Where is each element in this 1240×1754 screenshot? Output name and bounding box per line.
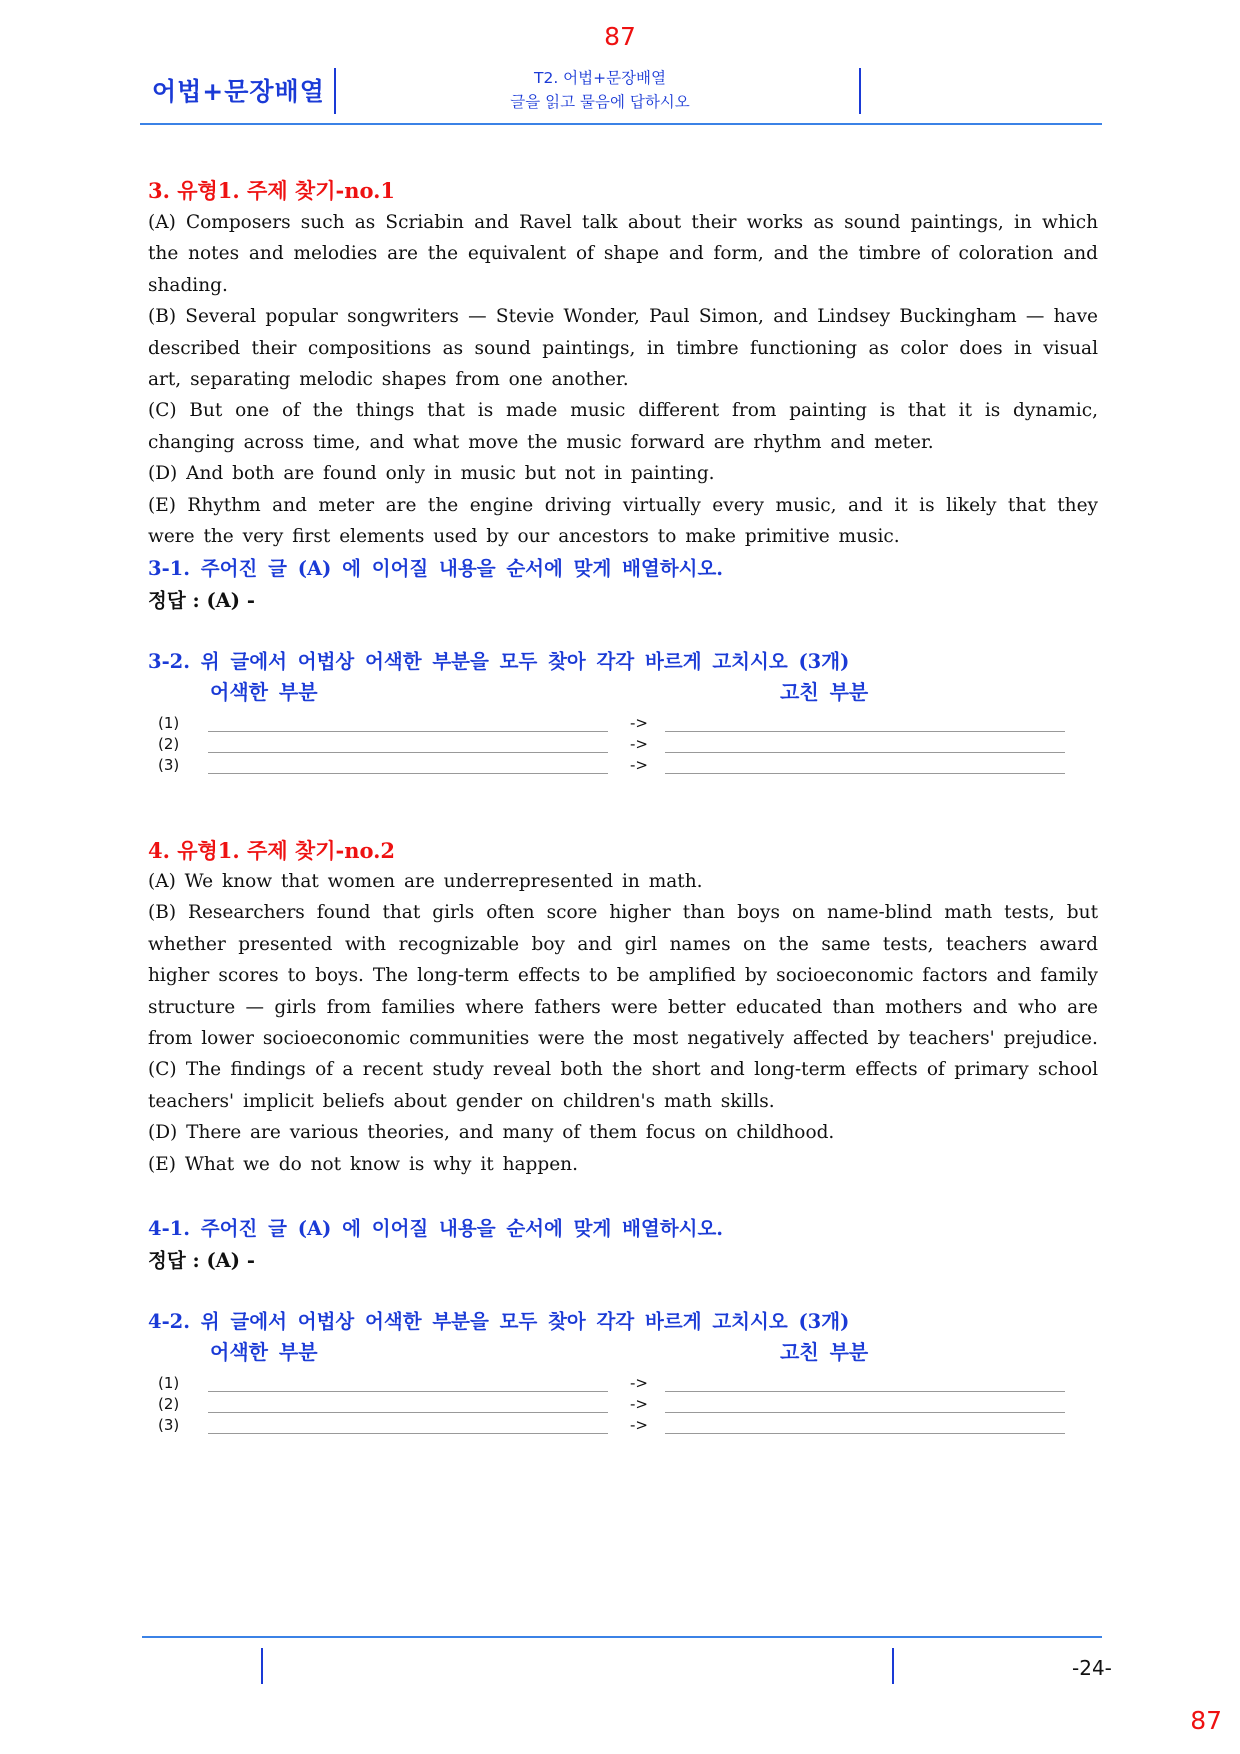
section4-row2-fixed-blank[interactable] — [665, 1412, 1065, 1413]
header-title: 어법+문장배열 — [152, 77, 325, 106]
footer-divider-right — [892, 1648, 894, 1684]
section4-row3-fixed-blank[interactable] — [665, 1433, 1065, 1434]
header-subtitle-line1: T2. 어법+문장배열 — [533, 69, 666, 87]
section4-col-fixed: 고친 부분 — [780, 1340, 869, 1364]
section4-passage — [148, 866, 1098, 1180]
section3-question2: 3-2. 위 글에서 어법상 어색한 부분을 모두 찾아 각각 바르게 고치시오 (3개) — [148, 650, 850, 673]
section3-row3-wrong-blank[interactable] — [208, 773, 608, 774]
header-divider-left — [334, 68, 336, 114]
section3-para-b: (B) Several popular songwriters — Stevie Wonder, Paul Simon, and Lindsey Buckingham — have described their compositions as sound paintings, in timbre functioning as color does in visual art, separating melodic shapes from one another. — [148, 306, 1098, 391]
section4-row2-wrong-blank[interactable] — [208, 1412, 608, 1413]
section4-para-a: (A) We know that women are underrepresented in math. — [148, 871, 703, 892]
section3-para-e: (E) Rhythm and meter are the engine driving virtually every music, and it is likely that they were the very first elements used by our ancestors to make primitive music. — [148, 494, 1098, 548]
section3-row1-wrong-blank[interactable] — [208, 731, 608, 732]
section4-row2-arrow: -> — [630, 1395, 648, 1413]
section3-answer-label: 정답 : (A) - — [148, 589, 255, 612]
section3-row3-label: (3) — [158, 756, 180, 774]
section4-answer-label: 정답 : (A) - — [148, 1249, 255, 1272]
section3-col-wrong: 어색한 부분 — [210, 680, 318, 704]
header-subtitle-line2: 글을 읽고 물음에 답하시오 — [510, 93, 690, 111]
section4-row3-arrow: -> — [630, 1416, 648, 1434]
section4-para-e: (E) What we do not know is why it happen. — [148, 1153, 578, 1175]
section3-row3-arrow: -> — [630, 756, 648, 774]
section4-row1-label: (1) — [158, 1374, 180, 1392]
section4-title: 4. 유형1. 주제 찾기-no.2 — [148, 838, 396, 863]
section3-row1-arrow: -> — [630, 714, 648, 732]
page-number-bottom: 87 — [1190, 1706, 1222, 1735]
footer-divider-left — [261, 1648, 263, 1684]
footer-page-label: -24- — [1072, 1656, 1112, 1680]
section4-row1-fixed-blank[interactable] — [665, 1391, 1065, 1392]
section3-row2-wrong-blank[interactable] — [208, 752, 608, 753]
section4-question2: 4-2. 위 글에서 어법상 어색한 부분을 모두 찾아 각각 바르게 고치시오 (3개) — [148, 1310, 850, 1333]
section3-row2-fixed-blank[interactable] — [665, 752, 1065, 753]
section3-row2-arrow: -> — [630, 735, 648, 753]
section3-row1-label: (1) — [158, 714, 180, 732]
section3-passage — [148, 207, 1098, 552]
section3-title: 3. 유형1. 주제 찾기-no.1 — [148, 178, 396, 203]
section4-para-d: (D) There are various theories, and many of them focus on childhood. — [148, 1122, 835, 1144]
section3-row2-label: (2) — [158, 735, 180, 753]
section4-para-b: (B) Researchers found that girls often score higher than boys on name-blind math tests, but whether presented with recognizable boy and girl names on the same tests, teachers award higher scores to boys. The long-term effects to be amplified by socioeconomic factors and family structure — girls from families where fathers were better educated than mothers and who are from lower socioeconomic communities were the most negatively affected by teachers' prejudice. — [148, 902, 1098, 1050]
section3-question1: 3-1. 주어진 글 (A) 에 이어질 내용을 순서에 맞게 배열하시오. — [148, 557, 724, 580]
section3-col-fixed: 고친 부분 — [780, 680, 869, 704]
footer-rule — [142, 1636, 1102, 1638]
section4-row3-label: (3) — [158, 1416, 180, 1434]
section4-para-c: (C) The findings of a recent study reveal both the short and long-term effects of primary school teachers' implicit beliefs about gender on children's math skills. — [148, 1059, 1098, 1112]
section3-row1-fixed-blank[interactable] — [665, 731, 1065, 732]
page-number-top: 87 — [604, 22, 636, 51]
section4-col-wrong: 어색한 부분 — [210, 1340, 318, 1364]
section3-para-c: (C) But one of the things that is made music different from painting is that it is dynamic, changing across time, and what move the music forward are rhythm and meter. — [148, 400, 1098, 453]
section4-row1-arrow: -> — [630, 1374, 648, 1392]
section4-row2-label: (2) — [158, 1395, 180, 1413]
section3-para-a: (A) Composers such as Scriabin and Ravel talk about their works as sound paintings, in which the notes and melodies are the equivalent of shape and form, and the timbre of coloration and shading. — [148, 212, 1098, 296]
section4-row3-wrong-blank[interactable] — [208, 1433, 608, 1434]
section4-question1: 4-1. 주어진 글 (A) 에 이어질 내용을 순서에 맞게 배열하시오. — [148, 1217, 724, 1240]
section3-para-d: (D) And both are found only in music but not in painting. — [148, 463, 715, 485]
section4-row1-wrong-blank[interactable] — [208, 1391, 608, 1392]
header-divider-right — [859, 68, 861, 114]
header-subtitle — [440, 66, 760, 114]
section3-row3-fixed-blank[interactable] — [665, 773, 1065, 774]
header-rule — [140, 123, 1102, 125]
